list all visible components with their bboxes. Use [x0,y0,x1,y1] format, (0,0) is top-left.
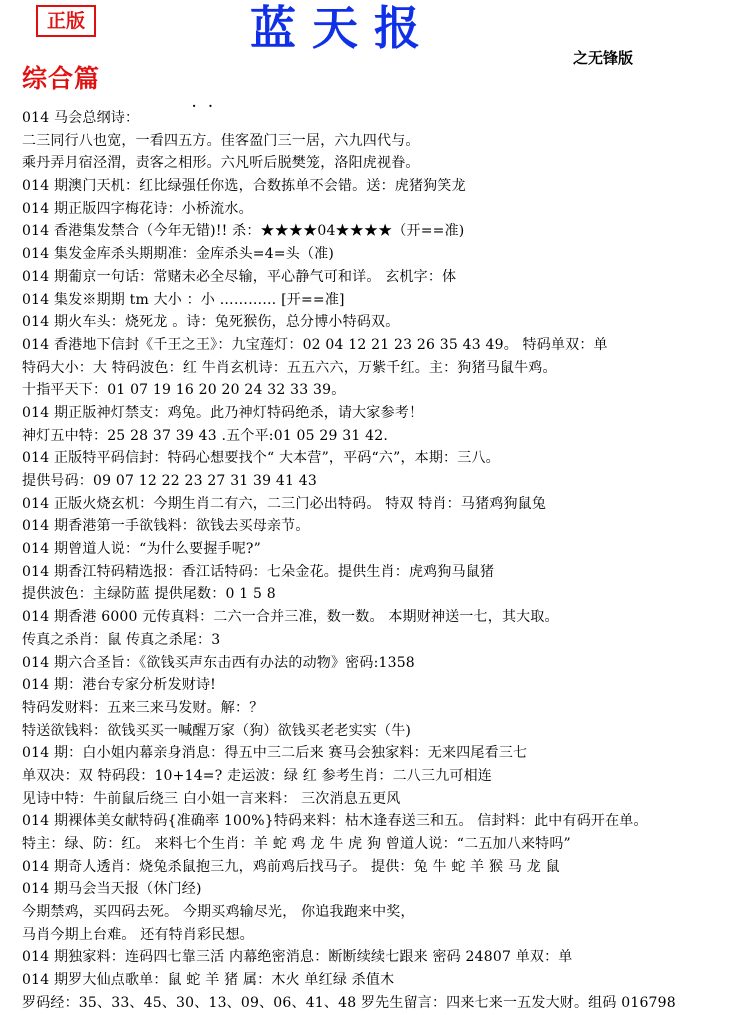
text-line: 014 期裸体美女献特码{准确率 100%}特码来料：枯木逢春送三和五。 信封料：此中有码开在单。 [22,813,648,830]
text-line: 今期禁鸡，买四码去死。 今期买鸡输尽光， 你追我跑来中奖， [22,904,415,921]
text-line: 乘丹弄月宿泾渭，责客之相形。六凡听后脱樊笼，洛阳虎视眷。 [22,155,420,172]
text-line: 014 期：白小姐内幕亲身消息：得五中三二后来 赛马会独家料：无来四尾看三七 [22,745,528,762]
text-line: 014 期正版神灯禁支：鸡兔。此乃神灯特码绝杀，请大家参考！ [22,404,424,421]
content-lines [22,107,747,1015]
text-line: 014 集发※期期 tm 大小 ：小 ………… [开==准] [22,291,345,308]
text-line: 二三同行八也宽，一看四五方。佳客盈门三一居，六九四代与。 [22,132,420,149]
text-line: 014 期香港 6000 元传真料：二六一合并三准，数一数。 本期财神送一七，其大取。 [22,609,559,626]
text-line: 014 期葡京一句话：常赌未必全尽输，平心静气可和详。 玄机字：体 [22,268,457,285]
text-line: 特码大小：大 特码波色：红 牛肖玄机诗：五五六六，万紫千红。主：狗猪马鼠牛鸡。 [22,359,557,376]
text-line: 014 期香港第一手欲钱料：欲钱去买母亲节。 [22,518,310,535]
text-line: 特送欲钱料：欲钱买买一喊醒万家（狗）欲钱买老老实实（牛) [22,722,412,739]
newspaper-title: 蓝天报 [250,1,436,55]
text-line: 罗码经：35、33、45、30、13、09、06、41、48 罗先生留言：四来七来一五发大财。组码 016798 [22,994,676,1011]
text-line: 提供号码：09 07 12 22 23 27 31 39 41 43 [22,473,317,489]
print-specks: . . [192,96,217,110]
text-line: 014 集发金库杀头期期准：金库杀头=4=头（准) [22,246,335,263]
text-line: 014 期六合圣旨：《欲钱买声东击西有办法的动物》密码:1358 [22,654,415,671]
text-line: 014 马会总纲诗： [22,110,140,126]
official-edition-badge: 正版 [36,5,96,37]
text-line: 见诗中特：牛前鼠后绕三 白小姐一言来料： 三次消息五更风 [22,790,401,807]
text-line: 提供波色：主绿防蓝 提供尾数：0 1 5 8 [22,586,276,603]
text-line: 014 正版特平码信封：特码心想要找个“ 大本营”，平码“六”，本期：三八。 [22,450,500,467]
text-line: 传真之杀肖：鼠 传真之杀尾：3 [22,631,221,648]
text-line: 014 正版火烧玄机：今期生肖二有六，二三门必出特码。 特双 特肖：马猪鸡狗鼠兔 [22,495,547,512]
text-line: 014 期罗大仙点歌单：鼠 蛇 羊 猪 属：木火 单红绿 杀值木 [22,972,395,989]
text-line: 神灯五中特：25 28 37 39 43 .五个平:01 05 29 31 42. [22,427,389,444]
text-line: 014 期曾道人说：“为什么要握手呢?” [22,541,261,558]
text-line: 特主：绿、防：红。 来料七个生肖：羊 蛇 鸡 龙 牛 虎 狗 曾道人说：“二五加八来特吗” [22,836,571,852]
text-line: 014 期马会当天报（休门经) [22,881,202,898]
text-line: 014 期正版四字梅花诗：小桥流水。 [22,200,253,217]
text-line: 014 期澳门天机：红比绿强任你选，合数拣单不会错。送：虎猪狗笑龙 [22,178,466,195]
text-line: 014 香港集发禁合（今年无错)!! 杀：★★★★04★★★★（开==准) [22,223,465,240]
text-line: 014 期香江特码精选报：香江话特码：七朵金花。提供生肖：虎鸡狗马鼠猪 [22,563,495,580]
text-line: 特码发财料：五来三来马发财。解：？ [22,699,264,716]
text-line: 014 期奇人透肖：烧兔杀鼠抱三九，鸡前鸡后找马子。 提供：兔 牛 蛇 羊 猴 马 龙 鼠 [22,858,560,875]
edition-label: 之无锋版 [573,49,634,67]
text-line: 014 期独家料：连码四七靠三活 内幕绝密消息：断断续续七跟来 密码 24807 单双：单 [22,949,573,966]
section-heading: 综合篇 [22,64,101,93]
text-line: 单双决：双 特码段：10+14=? 走运波：绿 红 参考生肖：二八三九可相连 [22,767,492,784]
text-line: 014 期火车头：烧死龙 。诗：兔死猴伤，总分博小特码双。 [22,314,400,331]
text-line: 十指平天下：01 07 19 16 20 20 24 32 33 39。 [22,382,346,399]
text-line: 014 期：港台专家分析发财诗! [22,677,216,694]
text-line: 马肖今期上台难。 还有特肖彩民想。 [22,926,254,943]
text-line: 014 香港地下信封《千王之王》：九宝莲灯：02 04 12 21 23 26 35 43 49。 特码单双：单 [22,336,608,353]
